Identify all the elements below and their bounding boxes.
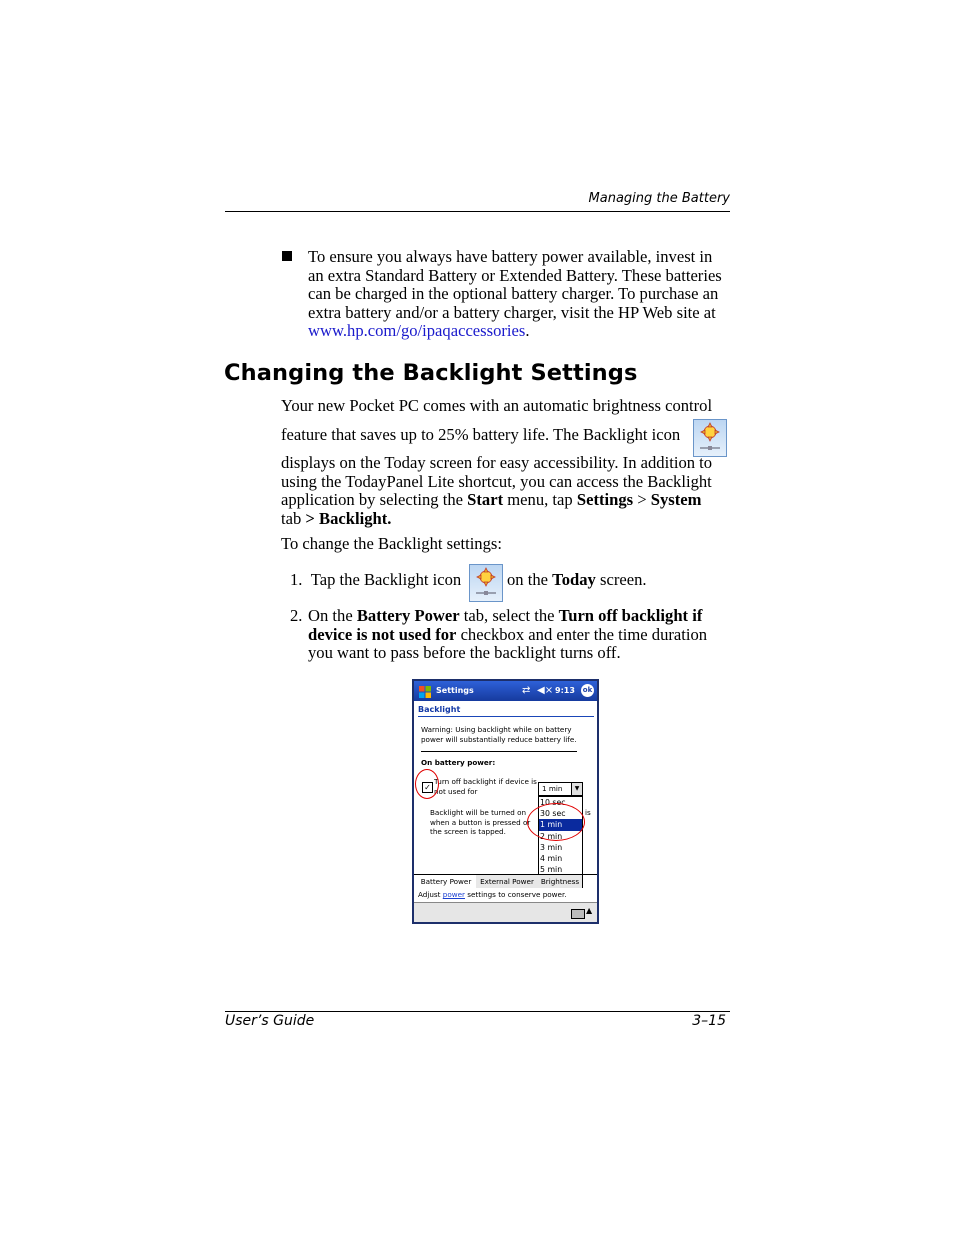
timeout-dropdown[interactable] [538, 782, 583, 796]
running-header: Managing the Battery [588, 191, 730, 206]
on-battery-label: On battery power: [421, 758, 496, 767]
bullet-paragraph [308, 248, 732, 341]
input-arrow-icon[interactable]: ▲ [586, 906, 593, 915]
gt-text: > [633, 490, 651, 509]
keyboard-icon[interactable] [571, 909, 585, 919]
hp-accessories-link[interactable]: www.hp.com/go/ipaqaccessories [308, 321, 526, 340]
backlight-icon-step [469, 564, 503, 602]
step-1-number: 1. [290, 570, 303, 589]
step-1-after-text: on the [507, 570, 553, 589]
checkbox-label[interactable]: Turn off backlight if device is not used for [434, 777, 537, 796]
step-2-b: tab, select the [459, 606, 559, 625]
footer-guide-title: User’s Guide [225, 1013, 315, 1029]
power-link[interactable]: power [442, 890, 465, 899]
header-rule [225, 211, 730, 212]
turn-off-checkbox[interactable]: ✓ [422, 782, 433, 793]
tab-battery-power[interactable]: Battery Power [416, 875, 477, 888]
bullet-period: . [525, 321, 530, 340]
para-line-2 [281, 426, 680, 445]
para-line-1: Your new Pocket PC comes with an automatic brightness control [281, 396, 713, 415]
annotation-circle-option [527, 803, 585, 841]
dropdown-option[interactable]: 30 sec [540, 809, 566, 819]
dropdown-option-selected[interactable]: 1 min [539, 819, 582, 830]
dropdown-option[interactable]: 2 min [540, 831, 563, 841]
hint-after: settings to conserve power. [464, 890, 567, 899]
clock[interactable]: 9:13 [555, 686, 575, 695]
warning-text: Warning: Using backlight while on battery power will substantially reduce battery life. [421, 725, 577, 744]
power-settings-hint [418, 890, 567, 899]
note-is: is [585, 808, 591, 817]
step-2-a: On the [308, 606, 357, 625]
pocketpc-screenshot [412, 679, 599, 924]
step-1-text: Tap the Backlight icon [310, 570, 462, 589]
step-2-c: checkbox and enter the time duration you want to pass before the backlight turns off. [308, 624, 708, 662]
start-term: Start [467, 490, 504, 509]
menu-bar [414, 902, 597, 923]
step-1-after [507, 571, 647, 590]
sync-icon[interactable]: ⇄ [522, 685, 531, 696]
tab-text: tab [281, 508, 306, 528]
tab-brightness[interactable]: Brightness [538, 875, 583, 888]
annotation-circle-checkbox [415, 769, 439, 799]
warning-rule [421, 751, 577, 752]
app-title: Settings [436, 686, 474, 695]
settings-term: Settings [576, 490, 634, 509]
turn-off-term: Turn off backlight if device is not used for [308, 606, 703, 644]
bullet-text: To ensure you always have battery power available, invest in an extra Standard Battery or Extended Battery. These batteries can be charged in the optional battery charger. To purchase an extra battery and/or a battery charger, visit the HP Web site at [308, 247, 722, 322]
dropdown-option[interactable]: 3 min [540, 842, 563, 852]
volume-icon[interactable]: ◀× [537, 685, 554, 696]
windows-flag-icon[interactable] [418, 684, 432, 698]
step-2-number: 2. [290, 606, 303, 625]
dropdown-arrow-icon[interactable]: ▼ [571, 783, 582, 795]
tab-external-power[interactable]: External Power [476, 875, 539, 888]
dropdown-option[interactable]: 10 sec [540, 798, 566, 807]
dropdown-value: 1 min [542, 784, 563, 793]
menu-tap-text: menu, tap [503, 490, 577, 509]
page-header: Backlight [418, 705, 461, 714]
page-number: 3–15 [692, 1013, 726, 1029]
hint-before: Adjust [418, 890, 443, 899]
para-rest [281, 454, 729, 528]
dropdown-option[interactable]: 4 min [540, 853, 563, 863]
section-heading: Changing the Backlight Settings [224, 360, 638, 386]
para-line-2-text: feature that saves up to 25% battery life. The Backlight icon [281, 425, 681, 444]
para-rest-text: displays on the Today screen for easy accessibility. In addition to using the TodayPanel Lite shortcut, you can access the Backlight application by selecting the [281, 453, 713, 509]
to-change-text: To change the Backlight settings: [281, 534, 502, 553]
bullet-square-icon [282, 251, 292, 261]
tab-strip [414, 874, 597, 889]
backlight-icon [693, 419, 727, 457]
battery-power-term: Battery Power [356, 606, 460, 625]
backlight-term: > Backlight. [305, 508, 392, 528]
step-1 [290, 571, 461, 590]
title-bar [414, 681, 597, 701]
today-term: Today [552, 570, 596, 589]
footer-rule [225, 1011, 730, 1012]
note-text: Backlight will be turned on when a button is pressed or the screen is tapped. [430, 808, 531, 836]
system-term: System [650, 490, 702, 509]
step-2 [308, 607, 732, 663]
ok-button[interactable]: ok [581, 684, 594, 697]
page-header-rule [418, 716, 594, 717]
dropdown-option[interactable]: 5 min [540, 865, 563, 875]
step-1-after-end: screen. [595, 570, 647, 589]
